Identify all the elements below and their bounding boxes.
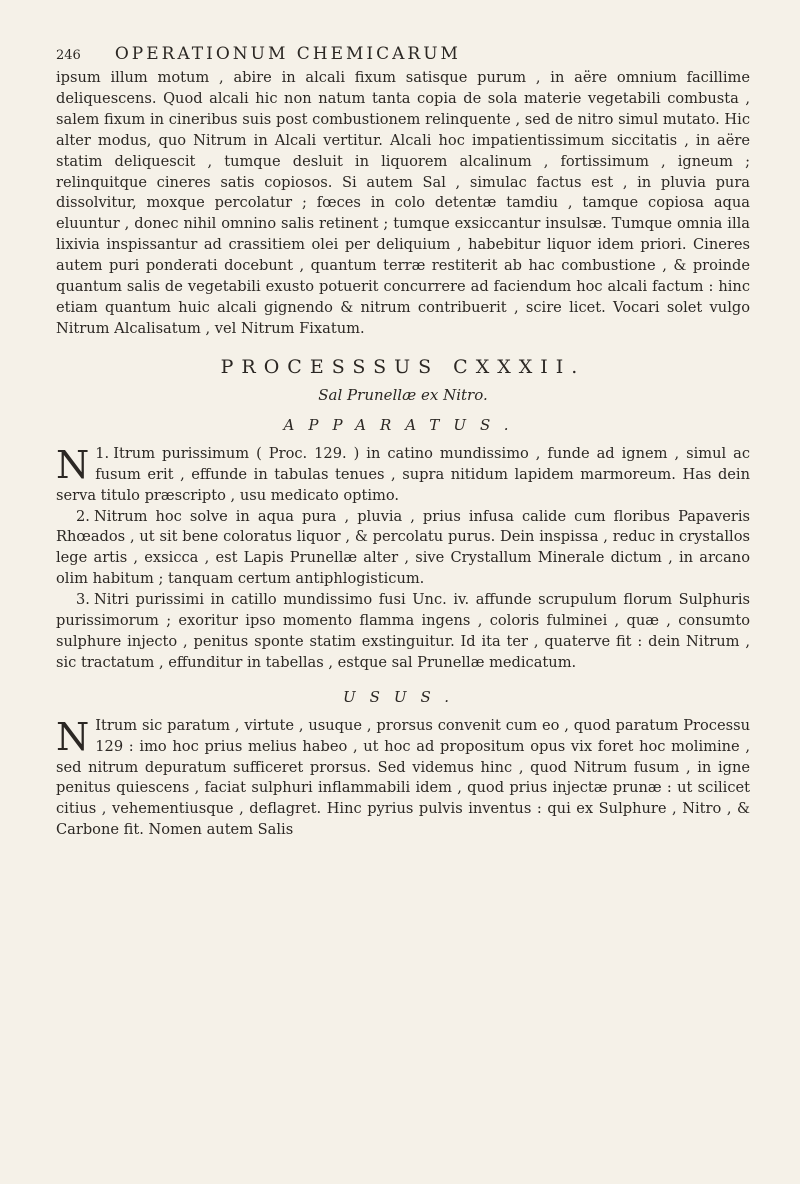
item-text: Nitrum hoc solve in aqua pura , pluvia , prius infusa calide cum floribus Papaveris Rhœados , ut sit bene coloratus liquor , & percolatu purus. Dein inspissa , reduc in crystallos lege artis , exsicca , est Lapis Prunellæ alter , sive Crystallum Minerale dictum , in arcano olim habitum ; tanquam certum antiphlogisticum. — [56, 507, 750, 588]
drop-cap: N — [56, 714, 90, 759]
item-text: Nitri purissimi in catillo mundissimo fusi Unc. iv. affunde scrupulum florum Sulphuris purissimorum ; exoritur ipso momento flamma ingens , coloris fulminei , quæ , consumto sulphure injecto , penitus sponte statim exstinguitur. Id ita ter , quaterve fit : dein Nitrum , sic tractatum , effunditur in tabellas , estque sal Prunellæ medicatum. — [56, 591, 750, 671]
running-header — [56, 44, 750, 64]
page-number: 246 — [56, 48, 81, 63]
process-subtitle: Sal Prunellæ ex Nitro. — [318, 385, 488, 404]
item-number: 1. — [95, 444, 110, 462]
apparatus-item-3 — [56, 590, 750, 674]
usus-heading: USUS. — [342, 687, 464, 706]
apparatus-item-2 — [56, 507, 750, 591]
apparatus-heading: APPARATUS. — [283, 415, 523, 434]
item-text: Itrum purissimum ( Proc. 129. ) in catino mundissimo , funde ad ignem , simul ac fusum erit , effunde in tabulas tenues , supra nitidum lapidem marmoreum. Has dein serva titulo præscripto , usu medicato optimo. — [56, 444, 750, 504]
drop-cap: N — [56, 442, 90, 487]
intro-paragraph: ipsum illum motum , abire in alcali fixum satisque purum , in aëre omnium facillime deliquescens. Quod alcali hic non natum tanta copia de sola materie vegetabili combusta , salem fixum in cineribus suis post combustionem relinquente , sed de nitro simul mutato. Hic alter modus, quo Nitrum in Alcali vertitur. Alcali hoc impatientissimum siccitatis , in aëre statim deliquescit , tumque desluit in liquorem alcalinum , fortissimum , igneum ; relinquitque cineres satis copiosos. Si autem Sal , simulac factus est , in pluvia pura dissolvitur, moxque percolatur ; fœces in colo detentæ tamdiu , tamque copiosa aqua eluuntur , donec nihil omnino salis retinent ; tumque exsiccantur insulsæ. Tumque omnia illa lixivia inspissantur ad crassitiem olei per deliquium , habebitur liquor idem priori. Cineres autem puri ponderati docebunt , quantum terræ restiterit ab hac combustione , & proinde quantum salis de vegetabili exusto potuerit concurrere ad faciendum hoc alcali factum : hinc etiam quantum huic alcali gignendo & nitrum contribuerit , scire licet. Vocari solet vulgo Nitrum Alcalisatum , vel Nitrum Fixatum. — [56, 69, 750, 337]
item-number: 3. — [76, 591, 90, 609]
running-title: OPERATIONUM CHEMICARUM — [114, 44, 461, 64]
process-heading: PROCESSSUS CXXXII. — [220, 355, 586, 378]
usus-text: Itrum sic paratum , virtute , usuque , prorsus convenit cum eo , quod paratum Processu 129 : imo hoc prius melius habeo , ut hoc ad propositum opus vix foret hoc molimine , sed nitrum depuratum sufficeret prorsus. Sed videmus hinc , quod Nitrum fusum , in igne penitus quiescens , faciat sulphuri inflammabili idem , quod prius injectæ prunæ : ut scilicet citius , vehementiusque , deflagret. Hinc pyrius pulvis inventus : qui ex Sulphure , Nitro , & Carbone fit. Nomen autem Salis — [56, 716, 750, 839]
apparatus-item-1 — [56, 444, 750, 507]
usus-paragraph — [56, 716, 750, 841]
item-number: 2. — [76, 507, 90, 525]
